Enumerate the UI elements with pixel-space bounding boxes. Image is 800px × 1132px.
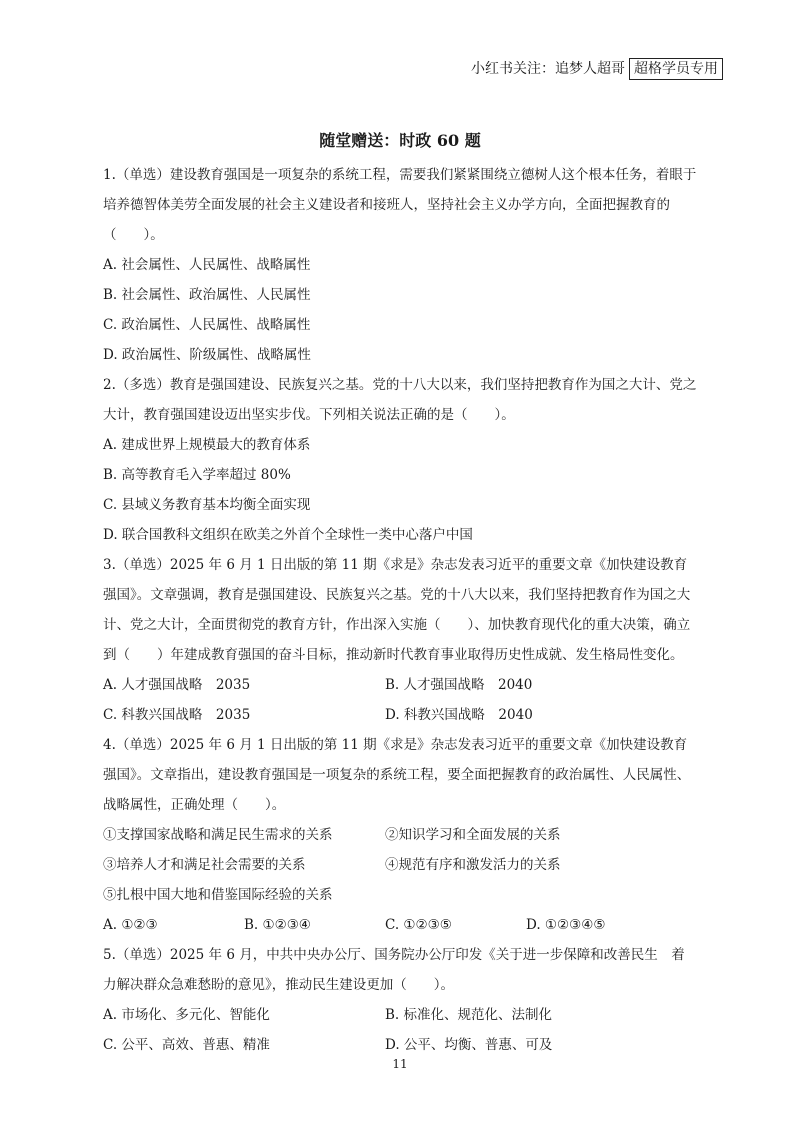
question-stem: 2.（多选）教育是强国建设、民族复兴之基。党的十八大以来，我们坚持把教育作为国之大计、党之大计，教育强国建设迈出坚实步伐。下列相关说法正确的是（ ）。	[103, 377, 697, 423]
question-stem: 5.（单选）2025 年 6 月，中共中央办公厅、国务院办公厅印发《关于进一步保障和改善民生 着力解决群众急难愁盼的意见》，推动民生建设更加（ ）。	[103, 947, 685, 993]
option-d: D. 公平、均衡、普惠、可及	[385, 1037, 553, 1053]
option-a: A. 社会属性、人民属性、战略属性	[103, 257, 311, 273]
page-number: 11	[392, 1057, 408, 1071]
option-a: A. 市场化、多元化、智能化	[103, 1007, 270, 1023]
item-row	[103, 850, 698, 880]
option-b: B. 高等教育毛入学率超过 80%	[103, 467, 291, 483]
option-row	[103, 910, 698, 940]
header-note: 小红书关注：追梦人超哥	[471, 61, 625, 77]
question-2	[103, 370, 698, 550]
item-2: ②知识学习和全面发展的关系	[385, 827, 561, 843]
option-d: D. 政治属性、阶级属性、战略属性	[103, 347, 311, 363]
option-c: C. ①②③⑤	[385, 917, 452, 933]
page-header	[471, 58, 723, 80]
question-3	[103, 550, 698, 730]
option-row	[103, 700, 698, 730]
header-badge: 超格学员专用	[629, 58, 723, 80]
item-3: ③培养人才和满足社会需要的关系	[103, 857, 306, 873]
option-b: B. ①②③④	[244, 917, 311, 933]
option-row	[103, 1000, 698, 1030]
page-title: 随堂赠送：时政 60 题	[319, 131, 481, 150]
option-c: C. 科教兴国战略 2035	[103, 707, 251, 723]
option-d: D. 科教兴国战略 2040	[385, 707, 533, 723]
option-row	[103, 1030, 698, 1060]
option-a: A. 建成世界上规模最大的教育体系	[103, 437, 311, 453]
item-row	[103, 820, 698, 850]
option-c: C. 政治属性、人民属性、战略属性	[103, 317, 311, 333]
question-1	[103, 160, 698, 370]
question-stem: 3.（单选）2025 年 6 月 1 日出版的第 11 期《求是》杂志发表习近平的重要文章《加快建设教育强国》。文章强调，教育是强国建设、民族复兴之基。党的十八大以来，我们坚持把教育作为国之大计、党之大计，全面贯彻党的教育方针，作出深入实施（ ）、加快教育现代化的重大决策，确立到（ ）年建成教育强国的奋斗目标，推动新时代教育事业取得历史性成就、发生格局性变化。	[103, 557, 691, 663]
option-row	[103, 670, 698, 700]
option-c: C. 公平、高效、普惠、精准	[103, 1037, 270, 1053]
option-d: D. ①②③④⑤	[526, 917, 606, 933]
option-b: B. 标准化、规范化、法制化	[385, 1007, 553, 1023]
question-stem: 1.（单选）建设教育强国是一项复杂的系统工程，需要我们紧紧围绕立德树人这个根本任务，着眼于培养德智体美劳全面发展的社会主义建设者和接班人，坚持社会主义办学方向，全面把握教育的（ ）。	[103, 167, 697, 243]
option-b: B. 人才强国战略 2040	[385, 677, 533, 693]
item-5: ⑤扎根中国大地和借鉴国际经验的关系	[103, 887, 333, 903]
option-d: D. 联合国教科文组织在欧美之外首个全球性一类中心落户中国	[103, 527, 473, 543]
option-c: C. 县域义务教育基本均衡全面实现	[103, 497, 311, 513]
question-5	[103, 940, 698, 1060]
option-b: B. 社会属性、政治属性、人民属性	[103, 287, 311, 303]
question-4	[103, 730, 698, 940]
option-a: A. 人才强国战略 2035	[103, 677, 251, 693]
item-4: ④规范有序和激发活力的关系	[385, 857, 561, 873]
item-1: ①支撑国家战略和满足民生需求的关系	[103, 827, 333, 843]
question-stem: 4.（单选）2025 年 6 月 1 日出版的第 11 期《求是》杂志发表习近平的重要文章《加快建设教育强国》。文章指出，建设教育强国是一项复杂的系统工程，要全面把握教育的政治属性、人民属性、战略属性，正确处理（ ）。	[103, 737, 691, 813]
question-list	[103, 160, 698, 1060]
option-a: A. ①②③	[103, 917, 158, 933]
